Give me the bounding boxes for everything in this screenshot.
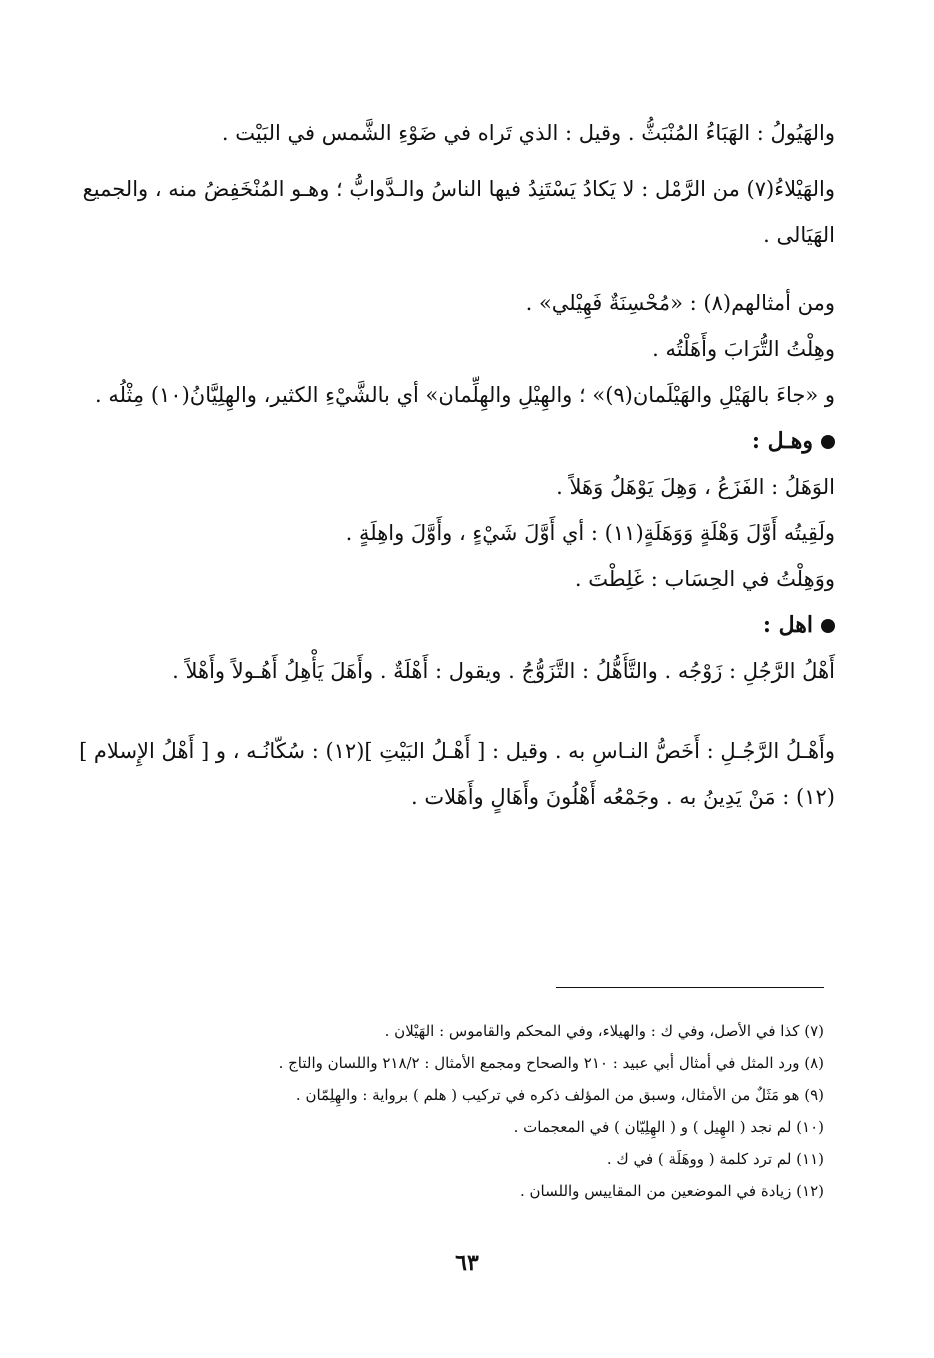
footnotes bbox=[124, 1015, 824, 1207]
footnote-12: (١٢) زيادة في الموضعين من المقاييس واللسان . bbox=[519, 1182, 824, 1200]
paragraph-haylaman: و «جاءَ بالهَيْلِ والهَيْلَمان(٩)» ؛ والهِيْلِ والهِلِّمان» أي بالشَّيْءِ الكثير، والهِلِيَّانُ(١٠) مِثْلُه . bbox=[95, 383, 835, 407]
footnote-7: (٧) كذا في الأصل، وفي ك : والهيلاء، وفي المحكم والقاموس : الهَيْلان . bbox=[384, 1022, 824, 1040]
footnote-11: (١١) لم ترد كلمة ( ووهَلَة ) في ك . bbox=[606, 1150, 824, 1168]
paragraph-wahal-1: الوَهَلُ : الفَزَعُ ، وَهِلَ يَوْهَلُ وَهَلاً . bbox=[556, 475, 835, 499]
paragraph-hiltu: وهِلْتُ التُّرَابَ وأَهَلْتُه . bbox=[652, 337, 835, 361]
footnote-divider bbox=[556, 987, 824, 988]
paragraph-hayul: والهَيُولُ : الهَبَاءُ المُنْبَثُّ . وقيل : الذي تَراه في ضَوْءِ الشَّمس في البَيْت . bbox=[221, 121, 835, 145]
bullet-icon bbox=[821, 435, 835, 449]
entry-heading-wahal-label: وهـل : bbox=[751, 428, 813, 454]
paragraph-proverb: ومن أمثالهم(٨) : «مُحْسِنَةٌ فَهِيْلي» . bbox=[525, 291, 835, 315]
main-text bbox=[70, 110, 835, 820]
page-number: ٦٣ bbox=[455, 1250, 479, 1276]
entry-heading-wahal bbox=[70, 418, 835, 464]
paragraph-wahal-2: ولَقِيتُه أَوَّلَ وَهْلَةٍ وَوَهَلَةٍ(١١) : أي أَوَّلَ شَيْءٍ ، وأَوَّلَ واهِلَةٍ . bbox=[345, 521, 835, 545]
bullet-icon bbox=[821, 619, 835, 633]
paragraph-ahl-2: وأَهْـلُ الرَّجُـلِ : أَخَصُّ النـاسِ به . وقيل : [ أَهْـلُ البَيْتِ ](١٢) : سُكّانُـه ، و [ أَهْلُ الإِسلام ](١٢) : مَنْ يَدِينُ به . وجَمْعُه أَهْلُونَ وأَهَالٍ وأَهَلات . bbox=[79, 739, 835, 809]
paragraph-wahal-3: ووَهِلْتُ في الحِسَاب : غَلِطْتَ . bbox=[574, 567, 835, 591]
footnote-9: (٩) هو مَثَلٌ من الأمثال، وسبق من المؤلف ذكره في تركيب ( هلم ) برواية : والهِلِمّان . bbox=[295, 1086, 824, 1104]
footnote-10: (١٠) لم نجد ( الهِيل ) و ( الهِلِيّان ) في المعجمات . bbox=[513, 1118, 824, 1136]
entry-heading-ahl bbox=[70, 602, 835, 648]
footnote-8: (٨) ورد المثل في أمثال أبي عبيد : ٢١٠ والصحاح ومجمع الأمثال : ٢١٨/٢ واللسان والتاج . bbox=[278, 1054, 824, 1072]
entry-heading-ahl-label: اهل : bbox=[762, 612, 813, 638]
paragraph-ahl-1: أَهْلُ الرَّجُلِ : زَوْجُه . والتَّأَهُّلُ : التَّزَوُّجُ . ويقول : أَهْلَةٌ . وأَهَلَ يَأْهِلُ أَهُـولاً وأَهْلاً . bbox=[172, 659, 835, 683]
paragraph-haylaa: والهَيْلاءُ(٧) من الرَّمْل : لا يَكادُ يَسْتَنِدُ فيها الناسُ والـدَّوابُّ ؛ وهـو المُنْخَفِضُ منه ، والجميع الهَيَالى . bbox=[82, 177, 835, 247]
